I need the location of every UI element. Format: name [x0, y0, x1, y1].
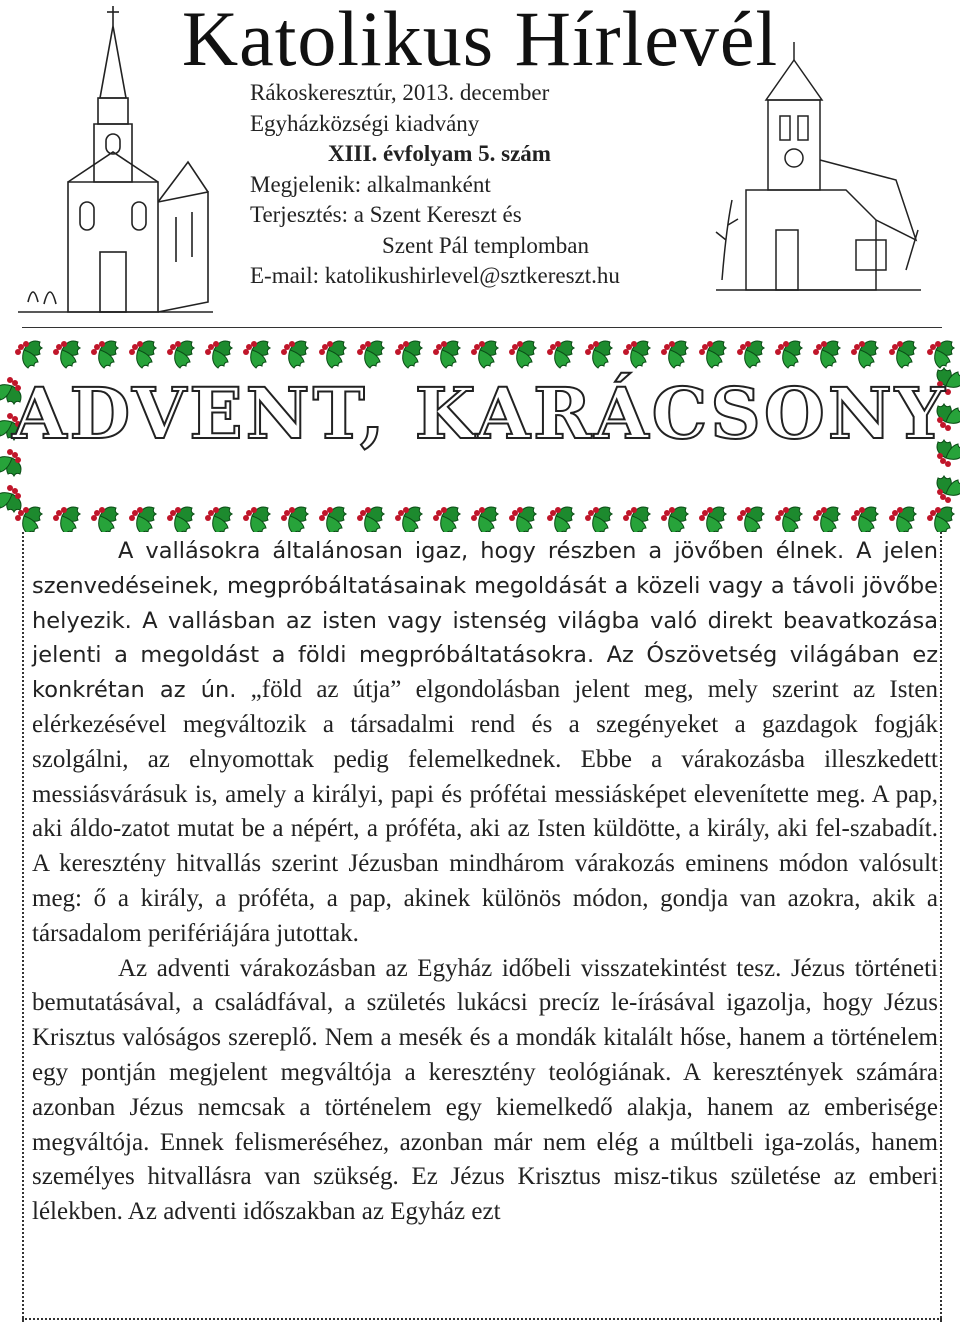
church-illustration-left — [8, 2, 218, 320]
holly-sprig — [91, 341, 118, 368]
holly-sprig — [737, 341, 764, 368]
section-heading — [0, 372, 960, 455]
holly-sprig — [357, 341, 384, 368]
article-body — [32, 534, 938, 1230]
holly-sprig — [129, 507, 156, 532]
holly-sprig — [433, 507, 460, 532]
holly-sprig — [889, 341, 916, 368]
holly-sprig — [395, 507, 422, 532]
newsletter-title: Katolikus Hírlevél — [181, 0, 779, 82]
holly-sprig — [661, 507, 688, 532]
page-frame-bottom — [22, 1318, 942, 1320]
holly-sprig — [15, 341, 42, 368]
holly-sprig — [205, 507, 232, 532]
volume-line: XIII. évfolyam 5. szám — [328, 141, 551, 166]
page-frame-right — [940, 532, 942, 1322]
holly-sprig — [737, 507, 764, 532]
holly-sprig — [775, 507, 802, 532]
holly-sprig — [281, 507, 308, 532]
holly-sprig — [851, 507, 878, 532]
holly-sprig — [623, 341, 650, 368]
holly-sprig — [889, 507, 916, 532]
holly-sprig — [775, 341, 802, 368]
distribution-line: Terjesztés: a Szent Kereszt és — [250, 202, 522, 227]
holly-sprig — [15, 507, 42, 532]
distribution-line-2: Szent Pál templomban — [382, 232, 589, 258]
holly-sprig — [53, 507, 80, 532]
article-paragraph-part: „föld az útja” elgondolásban jelent meg, mely szerint az Isten elérkezésével megváltozik a társadalmi rend és a szegényeket a gazdagok fogják szolgálni, az elnyomottak pedig felemelkednek. Ebbe a várakozásba illeszkedett messiásvárásuk is, amely a királyi, papi és prófétai messiásképet elevenítette meg. A pap, aki áldo-zatot mutat be a népért, a próféta, aki az Isten küldötte, a király, aki fel-szabadít. A keresztény hitvallás szerint Jézusban mindhárom várakozás eminens módon valósult meg: ő a király, a próféta, a pap, akinek különös módon, gondja van azokra, akik a társadalom perifériájára jutottak. — [32, 676, 938, 947]
holly-sprig — [0, 485, 21, 512]
header-divider — [22, 327, 942, 328]
holly-sprig — [471, 507, 498, 532]
frequency-line: Megjelenik: alkalmanként — [250, 171, 491, 197]
holly-sprig — [395, 341, 422, 368]
holly-sprig — [927, 507, 954, 532]
holly-sprig — [167, 341, 194, 368]
holly-sprig — [813, 341, 840, 368]
holly-sprig — [129, 341, 156, 368]
holly-sprig — [91, 507, 118, 532]
holly-sprig — [53, 341, 80, 368]
holly-sprig — [585, 507, 612, 532]
holly-sprig — [661, 341, 688, 368]
holly-sprig — [699, 507, 726, 532]
holly-sprig — [319, 507, 346, 532]
holly-sprig — [357, 507, 384, 532]
article-paragraph-part: A vallásokra általánosan igaz, hogy részben a jövőben élnek. A jelen szenvedéseinek, megpróbáltatásainak megoldását a közeli vagy a távoli jövőbe helyezik. A vallásban az isten vagy istenség világba való direkt beavatkozása jelenti a megoldást a földi megpróbáltatásokra. Az Ószövetség világában ez konkrétan az ún. — [32, 538, 938, 704]
holly-sprig — [813, 507, 840, 532]
holly-sprig — [927, 341, 954, 368]
holly-sprig — [471, 341, 498, 368]
holly-sprig — [623, 507, 650, 532]
holly-sprig — [205, 341, 232, 368]
article-paragraph: Az adventi várakozásban az Egyház időbeli visszatekintést tesz. Jézus történeti bemutatásával, a családfával, a születés lukácsi precíz le-írásával igazolja, hogy Jézus Krisztus valóságos szereplő. Nem a mesék és a mondák kitalált hőse, hanem a történelem egy pontján megjelent megváltója a keresztény teológiának. A keresztények számára azonban Jézus nemcsak a történelem egy kiemelkedő alakja, hanem az emberisége megváltója. Ennek felismeréséhez, azonban már nem elég a múltbeli iga-zolás, hanem személyes hitvallásra van szükség. Ez Jézus Krisztus misz-tikus születése az emberi lélekben. Az adventi időszakban az Egyház ezt — [32, 954, 938, 1226]
publication-info — [250, 78, 620, 292]
holly-sprig — [243, 341, 270, 368]
church-illustration-right — [706, 40, 926, 312]
holly-sprig — [547, 507, 574, 532]
holly-sprig — [243, 507, 270, 532]
holly-sprig — [319, 341, 346, 368]
holly-sprig — [585, 341, 612, 368]
publisher-line: Egyházközségi kiadvány — [250, 110, 480, 136]
holly-sprig — [433, 341, 460, 368]
holly-sprig — [851, 341, 878, 368]
holly-sprig — [167, 507, 194, 532]
holly-sprig — [547, 341, 574, 368]
holly-sprig — [937, 476, 960, 503]
holly-sprig — [509, 507, 536, 532]
page-frame-left — [22, 532, 24, 1322]
holly-sprig — [509, 341, 536, 368]
email-line: E-mail: katolikushirlevel@sztkereszt.hu — [250, 263, 620, 288]
date-line: Rákoskeresztúr, 2013. december — [250, 80, 550, 105]
holly-sprig — [281, 341, 308, 368]
section-heading-text: ADVENT, KARÁCSONY — [12, 372, 948, 455]
article-paragraph — [32, 534, 938, 952]
holly-sprig — [699, 341, 726, 368]
